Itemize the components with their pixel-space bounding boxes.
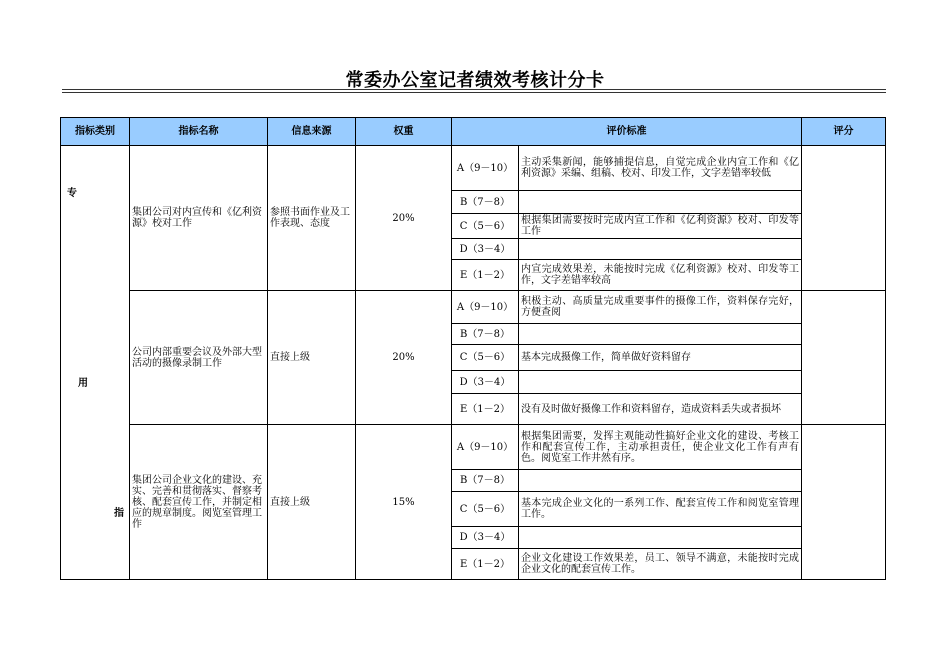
info-source: 直接上级	[268, 291, 356, 425]
criteria-text	[519, 191, 802, 214]
criteria-text: 积极主动、高质量完成重要事件的摄像工作，资料保存完好，方便查阅	[519, 291, 802, 324]
info-source: 参照书面作业及工作表现、态度	[268, 146, 356, 291]
grade-label: C（5－6）	[452, 345, 519, 371]
criteria-text: 基本完成摄像工作，简单做好资料留存	[519, 345, 802, 371]
score-cell[interactable]	[802, 291, 886, 425]
grade-label: B（7－8）	[452, 324, 519, 345]
criteria-text	[519, 371, 802, 394]
indicator-name: 公司内部重要会议及外部大型活动的摄像录制工作	[130, 291, 268, 425]
title-rule-top	[62, 89, 886, 90]
header-row	[61, 118, 886, 146]
indicator-name: 集团公司企业文化的建设、充实、完善和贯彻落实、督察考核、配套宣传工作，并制定相应的规章制度。阅览室管理工作	[130, 425, 268, 580]
score-cell[interactable]	[802, 425, 886, 580]
header-indicator-name: 指标名称	[130, 118, 268, 146]
table-row	[61, 291, 886, 324]
grade-label: B（7－8）	[452, 470, 519, 492]
category-char-3: 指	[114, 508, 124, 519]
grade-label: C（5－6）	[452, 214, 519, 239]
criteria-text: 根据集团需要按时完成内宣工作和《亿利资源》校对、印发等工作	[519, 214, 802, 239]
table-row	[61, 146, 886, 191]
score-cell[interactable]	[802, 146, 886, 291]
grade-label: A（9－10）	[452, 291, 519, 324]
criteria-text	[519, 239, 802, 260]
grade-label: A（9－10）	[452, 425, 519, 470]
grade-label: E（1－2）	[452, 260, 519, 291]
criteria-text: 没有及时做好摄像工作和资料留存，造成资料丢失或者损坏	[519, 394, 802, 425]
criteria-text: 基本完成企业文化的一系列工作、配套宣传工作和阅览室管理工作。	[519, 492, 802, 527]
category-cell	[61, 146, 130, 580]
indicator-name: 集团公司对内宣传和《亿利资源》校对工作	[130, 146, 268, 291]
category-char-2: 用	[78, 378, 88, 389]
table-row	[61, 425, 886, 470]
header-criteria: 评价标准	[452, 118, 802, 146]
criteria-text: 主动采集新闻，能够捕提信息，自觉完成企业内宣工作和《亿利资源》采编、组稿、校对、印发工作，文字差错率较低	[519, 146, 802, 191]
criteria-text	[519, 527, 802, 549]
info-source: 直接上级	[268, 425, 356, 580]
criteria-text: 内宣完成效果差，未能按时完成《亿利资源》校对、印发等工作，文字差错率较高	[519, 260, 802, 291]
grade-label: B（7－8）	[452, 191, 519, 214]
header-score: 评分	[802, 118, 886, 146]
grade-label: C（5－6）	[452, 492, 519, 527]
grade-label: E（1－2）	[452, 549, 519, 580]
scorecard-table	[60, 117, 886, 580]
criteria-text	[519, 324, 802, 345]
category-char-1: 专	[67, 188, 77, 199]
grade-label: A（9－10）	[452, 146, 519, 191]
criteria-text	[519, 470, 802, 492]
weight: 20%	[356, 146, 452, 291]
header-category: 指标类别	[61, 118, 130, 146]
grade-label: D（3－4）	[452, 371, 519, 394]
weight: 20%	[356, 291, 452, 425]
header-info-source: 信息来源	[268, 118, 356, 146]
page-title: 常委办公室记者绩效考核计分卡	[345, 70, 605, 91]
grade-label: E（1－2）	[452, 394, 519, 425]
weight: 15%	[356, 425, 452, 580]
criteria-text: 根据集团需要，发挥主观能动性搞好企业文化的建设、考核工作和配套宣传工作，主动承担责任，使企业文化工作有声有色。阅览室工作井然有序。	[519, 425, 802, 470]
title-rule-bottom	[62, 92, 886, 93]
grade-label: D（3－4）	[452, 239, 519, 260]
header-weight: 权重	[356, 118, 452, 146]
criteria-text: 企业文化建设工作效果差，员工、领导不满意，未能按时完成企业文化的配套宣传工作。	[519, 549, 802, 580]
grade-label: D（3－4）	[452, 527, 519, 549]
